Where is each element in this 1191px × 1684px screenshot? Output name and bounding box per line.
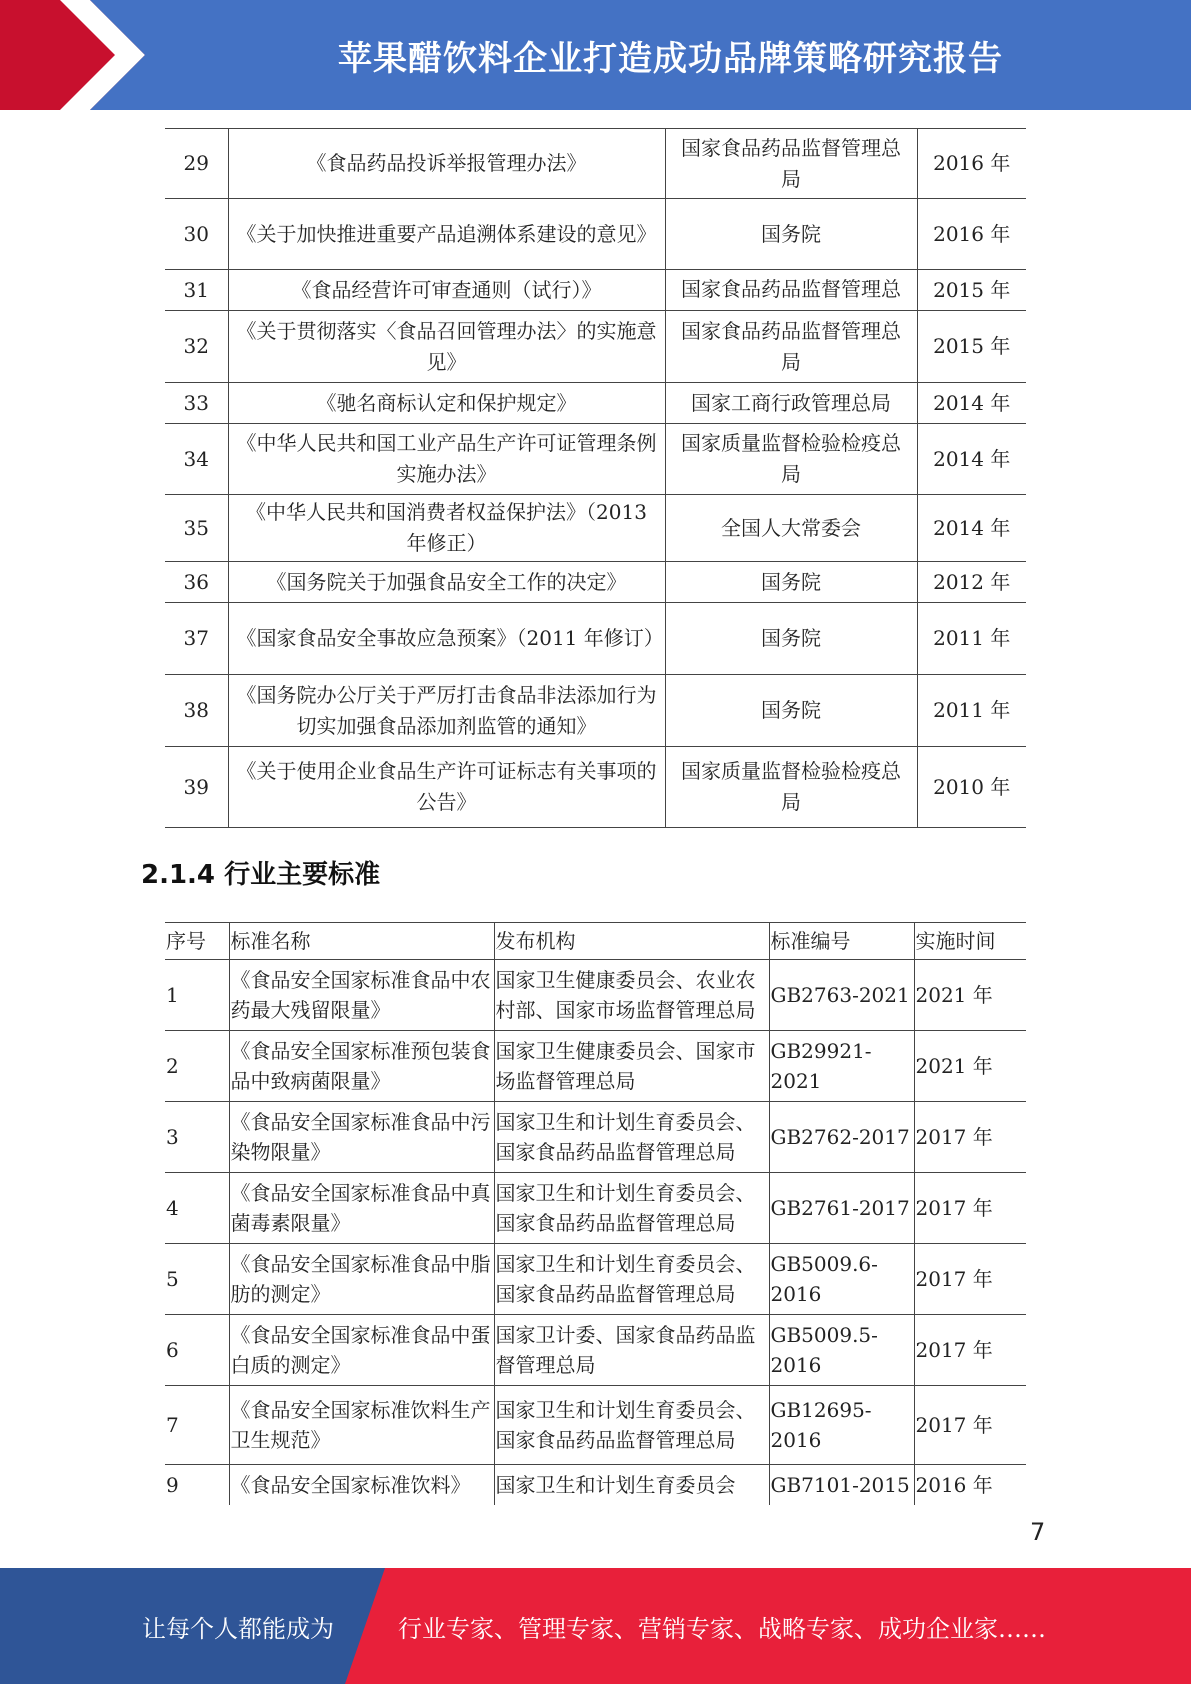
policy-cell-no: 35: [165, 495, 228, 562]
policy-cell-name: 《国务院办公厅关于严厉打击食品非法添加行为切实加强食品添加剂监管的通知》: [228, 675, 665, 747]
standard-cell-name: 《食品安全国家标准饮料生产卫生规范》: [229, 1386, 494, 1465]
policy-cell-issuer: 国务院: [665, 603, 917, 675]
standard-cell-issuer: 国家卫生健康委员会、国家市场监督管理总局: [494, 1031, 769, 1102]
standard-cell-date: 2017 年: [914, 1315, 1026, 1386]
policy-cell-issuer: 国家食品药品监督管理总局: [665, 311, 917, 383]
standard-cell-code: GB2763-2021: [769, 960, 914, 1031]
standard-cell-issuer: 国家卫生和计划生育委员会、国家食品药品监督管理总局: [494, 1102, 769, 1173]
table-row: [165, 1173, 1026, 1244]
policy-cell-year: 2010 年: [917, 747, 1026, 828]
policy-table-body: [165, 129, 1026, 828]
standard-cell-issuer: 国家卫生健康委员会、农业农村部、国家市场监督管理总局: [494, 960, 769, 1031]
policy-cell-issuer: 国务院: [665, 675, 917, 747]
policy-cell-name: 《中华人民共和国工业产品生产许可证管理条例实施办法》: [228, 424, 665, 495]
standard-cell-date: 2016 年: [914, 1465, 1026, 1505]
report-header: [0, 0, 1191, 110]
policy-cell-issuer: 国家质量监督检验检疫总局: [665, 424, 917, 495]
policy-cell-issuer-clipped: 国家食品药品监督管理总: [681, 277, 901, 301]
policy-cell-no: 32: [165, 311, 228, 383]
table-row: [165, 270, 1026, 311]
policy-cell-issuer: 国务院: [665, 562, 917, 603]
standard-cell-code: GB5009.5-2016: [769, 1315, 914, 1386]
standards-table-header-row: [165, 923, 1026, 960]
standard-cell-issuer: 国家卫生和计划生育委员会、国家食品药品监督管理总局: [494, 1386, 769, 1465]
standard-cell-no: 5: [165, 1244, 229, 1315]
standard-cell-code: GB2762-2017: [769, 1102, 914, 1173]
col-header-no: 序号: [165, 923, 229, 960]
standard-cell-name: 《食品安全国家标准食品中蛋白质的测定》: [229, 1315, 494, 1386]
report-footer: [0, 1568, 1191, 1684]
col-header-code: 标准编号: [769, 923, 914, 960]
policy-cell-no: 29: [165, 129, 228, 199]
table-row: [165, 562, 1026, 603]
policy-cell-year: 2015 年: [917, 311, 1026, 383]
table-row: [165, 603, 1026, 675]
standard-cell-no: 3: [165, 1102, 229, 1173]
table-row: [165, 199, 1026, 270]
table-row: [165, 383, 1026, 424]
table-row: [165, 1244, 1026, 1315]
standard-cell-issuer: 国家卫生和计划生育委员会、国家食品药品监督管理总局: [494, 1244, 769, 1315]
policy-cell-year: 2011 年: [917, 675, 1026, 747]
policy-cell-name: 《关于加快推进重要产品追溯体系建设的意见》: [228, 199, 665, 270]
standard-cell-no: 2: [165, 1031, 229, 1102]
policy-cell-year: 2012 年: [917, 562, 1026, 603]
policy-cell-year: 2015 年: [917, 270, 1026, 311]
table-row: [165, 1465, 1026, 1505]
standard-cell-no: 1: [165, 960, 229, 1031]
standard-cell-date: 2017 年: [914, 1244, 1026, 1315]
policy-cell-name: 《国务院关于加强食品安全工作的决定》: [228, 562, 665, 603]
standard-cell-issuer: 国家卫生和计划生育委员会、国家食品药品监督管理总局: [494, 1173, 769, 1244]
page-number: 7: [1030, 1518, 1046, 1546]
policy-cell-year: 2016 年: [917, 129, 1026, 199]
standard-cell-date: 2021 年: [914, 1031, 1026, 1102]
policy-cell-year: 2011 年: [917, 603, 1026, 675]
standard-cell-date: 2017 年: [914, 1102, 1026, 1173]
policy-cell-name: 《关于贯彻落实〈食品召回管理办法〉的实施意见》: [228, 311, 665, 383]
policy-cell-no: 38: [165, 675, 228, 747]
col-header-issuer: 发布机构: [494, 923, 769, 960]
col-header-name: 标准名称: [229, 923, 494, 960]
table-row: [165, 675, 1026, 747]
policy-cell-issuer: 国家食品药品监督管理总局: [665, 129, 917, 199]
policy-cell-issuer: 国家工商行政管理总局: [665, 383, 917, 424]
standard-cell-name: 《食品安全国家标准饮料》: [229, 1465, 494, 1505]
standard-cell-date: 2021 年: [914, 960, 1026, 1031]
table-row: [165, 747, 1026, 828]
footer-slogan-right: 行业专家、管理专家、营销专家、战略专家、成功企业家……: [398, 1614, 1046, 1643]
policy-cell-name: 《国家食品安全事故应急预案》（2011 年修订）: [228, 603, 665, 675]
standard-cell-no: 9: [165, 1465, 229, 1505]
table-row: [165, 1031, 1026, 1102]
table-row: [165, 129, 1026, 199]
standard-cell-no: 7: [165, 1386, 229, 1465]
policy-cell-issuer: [665, 270, 917, 311]
standard-cell-name: 《食品安全国家标准食品中污染物限量》: [229, 1102, 494, 1173]
standard-cell-code: GB7101-2015: [769, 1465, 914, 1505]
policy-cell-name: 《关于使用企业食品生产许可证标志有关事项的公告》: [228, 747, 665, 828]
report-title: 苹果醋饮料企业打造成功品牌策略研究报告: [338, 38, 1003, 79]
standard-cell-name: 《食品安全国家标准食品中真菌毒素限量》: [229, 1173, 494, 1244]
policy-cell-year: 2016 年: [917, 199, 1026, 270]
standard-cell-code: GB2761-2017: [769, 1173, 914, 1244]
policy-cell-issuer: 国家质量监督检验检疫总局: [665, 747, 917, 828]
policy-cell-name: 《中华人民共和国消费者权益保护法》（2013 年修正）: [228, 495, 665, 562]
standard-cell-code: GB5009.6-2016: [769, 1244, 914, 1315]
policy-cell-name: 《食品经营许可审查通则（试行）》: [228, 270, 665, 311]
standard-cell-name: 《食品安全国家标准食品中农药最大残留限量》: [229, 960, 494, 1031]
policy-cell-no: 37: [165, 603, 228, 675]
table-row: [165, 960, 1026, 1031]
standard-cell-name: 《食品安全国家标准食品中脂肪的测定》: [229, 1244, 494, 1315]
policy-cell-issuer: 全国人大常委会: [665, 495, 917, 562]
policy-cell-no: 36: [165, 562, 228, 603]
footer-slogan-left: 让每个人都能成为: [142, 1614, 334, 1643]
standard-cell-code: GB12695-2016: [769, 1386, 914, 1465]
standards-table: [165, 922, 1026, 1505]
section-heading: 2.1.4 行业主要标准: [141, 860, 381, 890]
table-row: [165, 311, 1026, 383]
header-arrow-icon: [0, 0, 150, 110]
policy-cell-year: 2014 年: [917, 424, 1026, 495]
standard-cell-code: GB29921-2021: [769, 1031, 914, 1102]
policy-cell-no: 31: [165, 270, 228, 311]
policy-table: [165, 128, 1026, 828]
table-row: [165, 1315, 1026, 1386]
table-row: [165, 495, 1026, 562]
table-row: [165, 1102, 1026, 1173]
policy-cell-year: 2014 年: [917, 383, 1026, 424]
policy-cell-issuer: 国务院: [665, 199, 917, 270]
policy-cell-no: 34: [165, 424, 228, 495]
policy-cell-name: 《驰名商标认定和保护规定》: [228, 383, 665, 424]
standard-cell-no: 4: [165, 1173, 229, 1244]
policy-cell-year: 2014 年: [917, 495, 1026, 562]
table-row: [165, 424, 1026, 495]
standard-cell-issuer: 国家卫生和计划生育委员会: [494, 1465, 769, 1505]
standard-cell-issuer: 国家卫计委、国家食品药品监督管理总局: [494, 1315, 769, 1386]
policy-cell-no: 33: [165, 383, 228, 424]
standard-cell-date: 2017 年: [914, 1386, 1026, 1465]
standard-cell-date: 2017 年: [914, 1173, 1026, 1244]
table-row: [165, 1386, 1026, 1465]
policy-cell-no: 30: [165, 199, 228, 270]
policy-cell-no: 39: [165, 747, 228, 828]
policy-cell-name: 《食品药品投诉举报管理办法》: [228, 129, 665, 199]
standard-cell-name: 《食品安全国家标准预包装食品中致病菌限量》: [229, 1031, 494, 1102]
col-header-date: 实施时间: [914, 923, 1026, 960]
standards-table-body: [165, 960, 1026, 1505]
standard-cell-no: 6: [165, 1315, 229, 1386]
